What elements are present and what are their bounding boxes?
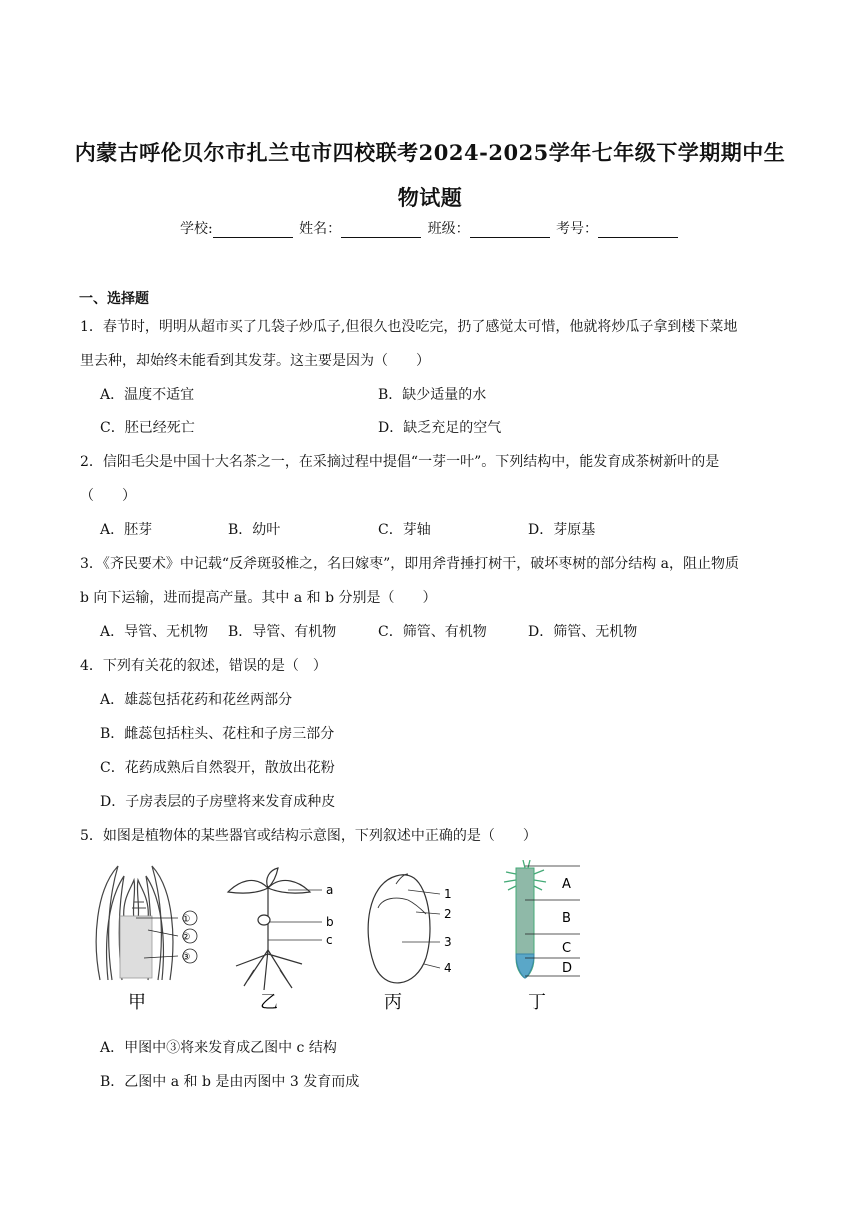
bing-label-2: 2	[444, 907, 452, 921]
q3-option-c: C．筛管、有机物	[378, 624, 487, 640]
ding-label-a: A	[562, 877, 571, 892]
q3-option-b: B．导管、有机物	[228, 624, 337, 640]
plant-structure-figure	[78, 860, 598, 1010]
jia-label-1: ①	[181, 914, 191, 925]
q4-stem: 4．下列有关花的叙述，错误的是（ ）	[80, 658, 327, 674]
ding-label-c: C	[562, 941, 572, 956]
q4-option-c: C．花药成熟后自然裂开，散放出花粉	[100, 760, 335, 776]
q2-stem-line1: 2．信阳毛尖是中国十大名茶之一，在采摘过程中提倡“一芽一叶”。下列结构中，能发育成茶树新叶的是	[80, 454, 720, 470]
class-label: 班级：	[427, 221, 470, 237]
q2-stem-line2: （ ）	[80, 488, 136, 504]
fig-jia-caption: 甲	[128, 992, 146, 1010]
page-title-line2: 物试题	[397, 185, 463, 210]
fig-ding-caption: 丁	[528, 992, 546, 1010]
yi-label-b: b	[326, 915, 334, 929]
q5-option-b: B．乙图中 a 和 b 是由丙图中 3 发育而成	[100, 1074, 360, 1090]
class-blank	[470, 223, 550, 238]
name-blank	[341, 223, 421, 238]
q3-stem-line1: 3．《齐民要术》中记载“反斧斑驳椎之，名曰嫁枣”，即用斧背捶打树干，破坏枣树的部分结构 a，阻止物质	[80, 556, 740, 572]
number-blank	[598, 223, 678, 238]
seedling-diagram	[228, 868, 322, 990]
q5-option-a: A．甲图中③将来发育成乙图中 c 结构	[100, 1040, 337, 1056]
fig-bing-caption: 丙	[384, 992, 402, 1010]
bing-label-4: 4	[444, 961, 452, 975]
q4-option-a: A．雄蕊包括花药和花丝两部分	[100, 692, 293, 708]
bing-label-3: 3	[444, 935, 452, 949]
q1-option-a: A．温度不适宜	[100, 387, 195, 403]
q3-stem-line2: b 向下运输，进而提高产量。其中 a 和 b 分别是（ ）	[80, 590, 437, 606]
ding-label-d: D	[562, 961, 573, 976]
seed-diagram	[368, 874, 440, 983]
q2-option-a: A．胚芽	[100, 522, 153, 538]
q5-stem: 5．如图是植物体的某些器官或结构示意图，下列叙述中正确的是（ ）	[80, 828, 537, 844]
q1-option-d: D．缺乏充足的空气	[378, 420, 502, 436]
q1-stem-line2: 里去种，却始终未能看到其发芽。这主要是因为（ ）	[80, 353, 430, 369]
jia-label-2: ②	[181, 932, 191, 943]
ding-label-b: B	[562, 911, 571, 926]
school-blank	[213, 223, 293, 238]
section-heading: 一、选择题	[79, 291, 149, 307]
fig-yi-caption: 乙	[260, 992, 278, 1010]
q1-stem-line1: 1．春节时，明明从超市买了几袋子炒瓜子,但很久也没吃完，扔了感觉太可惜，他就将炒瓜子拿到楼下菜地	[80, 319, 738, 335]
name-label: 姓名：	[299, 221, 342, 237]
q3-option-d: D．筛管、无机物	[528, 624, 638, 640]
q4-option-b: B．雌蕊包括柱头、花柱和子房三部分	[100, 726, 335, 742]
q1-option-c: C．胚已经死亡	[100, 420, 195, 436]
q2-option-d: D．芽原基	[528, 522, 596, 538]
q1-option-b: B．缺少适量的水	[378, 387, 487, 403]
bing-label-1: 1	[444, 887, 452, 901]
jia-label-3: ③	[181, 952, 191, 963]
yi-label-a: a	[326, 883, 334, 897]
number-label: 考号：	[556, 221, 599, 237]
yi-label-c: c	[326, 933, 333, 947]
q3-option-a: A．导管、无机物	[100, 624, 209, 640]
q2-option-c: C．芽轴	[378, 522, 431, 538]
school-label: 学校:	[179, 221, 213, 237]
page-title-line1: 内蒙古呼伦贝尔市扎兰屯市四校联考2024-2025学年七年级下学期期中生	[74, 140, 786, 165]
student-info-row	[0, 218, 860, 238]
q2-option-b: B．幼叶	[228, 522, 281, 538]
q4-option-d: D．子房表层的子房壁将来发育成种皮	[100, 794, 336, 810]
